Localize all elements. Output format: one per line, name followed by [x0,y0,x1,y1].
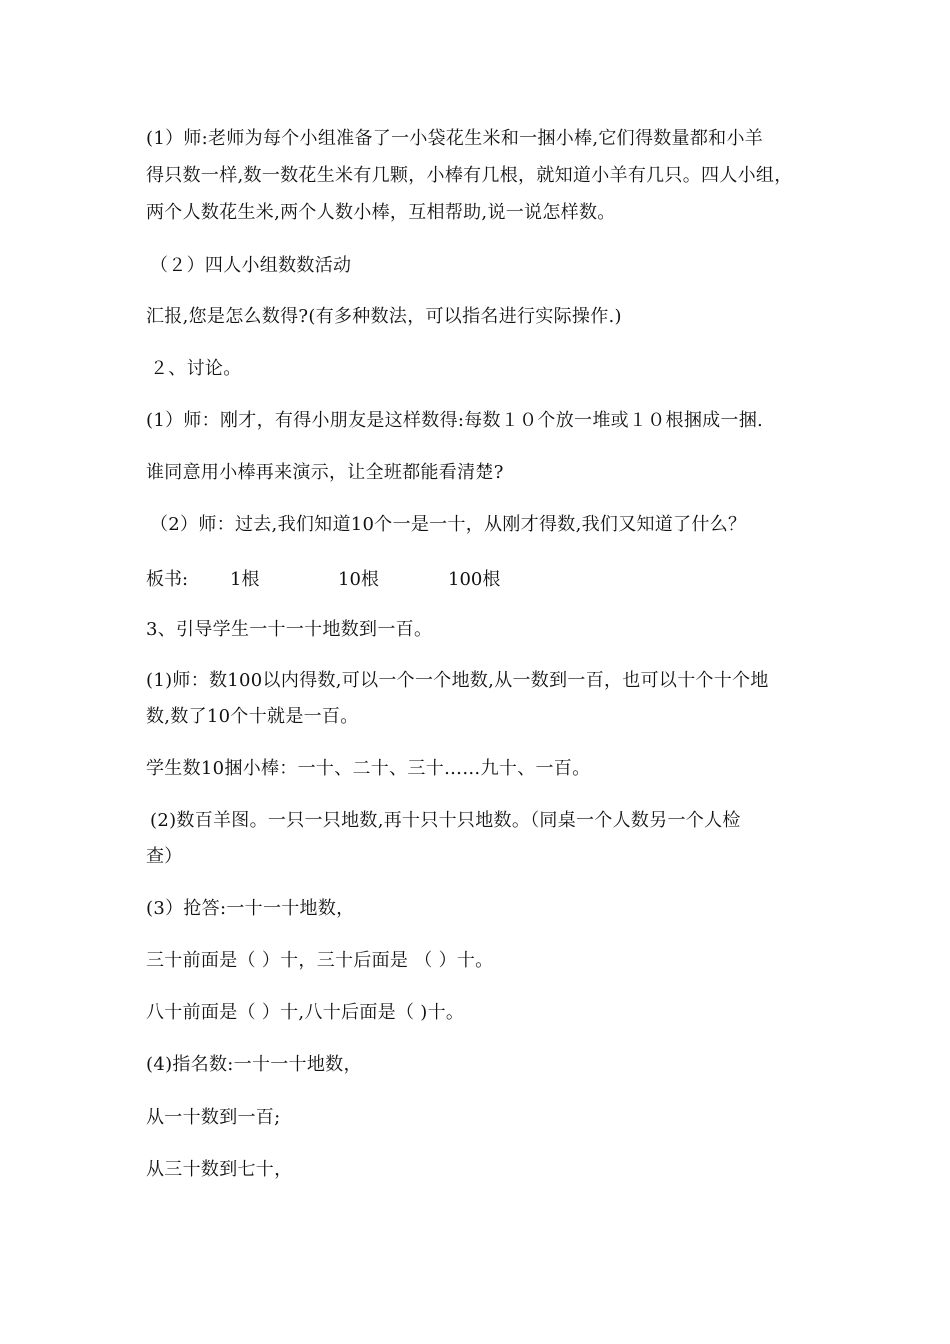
question-line-2: 八十前面是（ ）十,八十后面是（ )十。 [146,1002,465,1023]
section-2-heading: ２、讨论。 [150,358,242,379]
sheep-count-line-2: 查） [146,846,183,867]
report-line: 汇报,您是怎么数得?(有多种数法，可以指名进行实际操作.) [146,306,622,327]
named-count-heading: (4)指名数:一十一十地数， [146,1054,362,1075]
step-2-heading: （２）四人小组数数活动 [150,255,352,276]
sheep-count-line-1: (2)数百羊图。一只一只地数,再十只十只地数。（同桌一个人数另一个人检 [150,810,741,831]
paragraph-line-1: (1）师:老师为每个小组准备了一小袋花生米和一捆小棒,它们得数量都和小羊 [146,128,764,149]
discussion-line-1: (1）师：刚才，有得小朋友是这样数得:每数１０个放一堆或１０根捆成一捆. [146,410,764,431]
blackboard-label: 板书: [146,569,189,590]
counting-line-2: 数,数了10个十就是一百。 [146,706,359,727]
blackboard-item-3: 100根 [448,569,501,590]
count-range-1: 从一十数到一百; [146,1107,281,1128]
section-3-heading: 3、引导学生一十一十地数到一百。 [146,619,433,640]
paragraph-line-2: 得只数一样,数一数花生米有几颗，小棒有几根，就知道小羊有几只。四人小组， [146,165,793,186]
discussion-line-2: 谁同意用小棒再来演示，让全班都能看清楚? [146,462,504,483]
question-line-1: 三十前面是（ ）十，三十后面是 （ ）十。 [146,950,494,971]
paragraph-line-3: 两个人数花生米,两个人数小棒，互相帮助,说一说怎样数。 [146,202,616,223]
blackboard-item-1: 1根 [230,569,260,590]
discussion-line-3: （2）师：过去,我们知道10个一是一十，从刚才得数,我们又知道了什么？ [150,514,747,535]
counting-line-1: (1)师：数100以内得数,可以一个一个地数,从一数到一百，也可以十个十个地 [146,670,769,691]
quick-answer-heading: (3）抢答:一十一十地数， [146,898,355,919]
blackboard-item-2: 10根 [338,569,379,590]
count-range-2: 从三十数到七十， [146,1159,293,1180]
student-count-line: 学生数10捆小棒：一十、二十、三十……九十、一百。 [146,758,591,779]
